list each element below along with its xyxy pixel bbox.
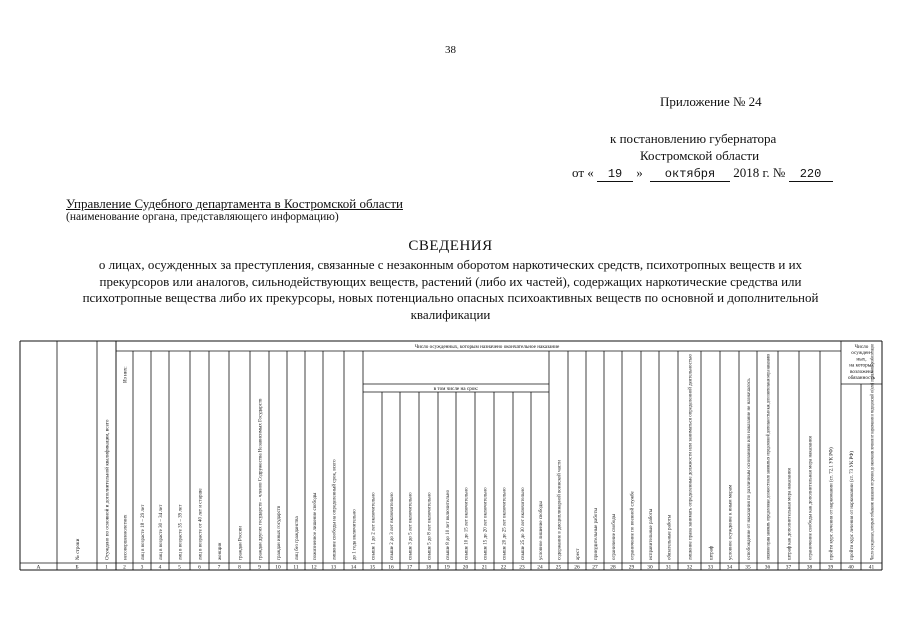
numbering-cell: 12 [311, 564, 317, 571]
column-header-2: несовершеннолетних [123, 514, 129, 560]
numbering-cell: 14 [350, 564, 357, 571]
numbering-cell: 16 [388, 564, 394, 571]
column-header-8: граждан России [238, 526, 244, 560]
date-prefix: от « [572, 165, 594, 180]
column-header-13: лишение свободы на определенный срок, всего [332, 459, 338, 560]
numbering-cell: 20 [462, 564, 469, 571]
date-mid: » [636, 165, 643, 180]
col-total: Осуждено по основной и дополнительной квалификации, всего [104, 419, 111, 560]
decree-day: 19 [597, 167, 633, 182]
document-title: СВЕДЕНИЯ [408, 238, 493, 254]
numbering-cell: 31 [665, 564, 672, 571]
decree-year: 2018 г. № [733, 165, 786, 180]
numbering-cell: 4 [158, 564, 162, 571]
column-header-10: граждан иных государств [276, 505, 282, 560]
column-header-5: лиц в возрасте 35 – 39 лет [178, 504, 184, 560]
numbering-cell: 7 [217, 564, 221, 571]
column-header-23: свыше 25 до 30 лет включительно [520, 487, 526, 560]
numbering-cell: 8 [238, 564, 241, 571]
document-subtitle: о лицах, осужденных за преступления, связанные с незаконным оборотом наркотических средств, психотропных веществ и их прекурсоров или аналогов, сильнодействующих веществ, растений (либо их частей), содержащих наркотические средства или психотропные вещества либо их прекурсоры, новых потенциально опасных психоактивных веществ по основной и дополнительной квалификации [82, 257, 819, 322]
column-header-31: обязательные работы [667, 514, 673, 560]
column-header-27: принудительные работы [593, 508, 599, 560]
numbering-cell: 24 [537, 564, 543, 571]
numbering-cell: 22 [500, 564, 507, 571]
numbering-cell: 35 [745, 564, 751, 571]
numbering-cell: 9 [258, 564, 261, 571]
decree-line-2: Костромской области [640, 148, 760, 163]
column-header-33: штраф [709, 545, 715, 560]
numbering-cell: 17 [406, 564, 413, 571]
column-header-7: женщин [217, 542, 223, 560]
column-header-19: свыше 8 до 10 лет включительно [445, 489, 451, 560]
column-header-24: условное лишение свободы [538, 501, 544, 560]
header-obligation-label: ных, [856, 356, 867, 363]
col-of-them: Из них: [122, 366, 129, 383]
numbering-cell: 15 [369, 564, 376, 571]
column-header-21: свыше 15 до 20 лет включительно [483, 487, 489, 560]
column-header-11: лиц без гражданства [294, 516, 300, 560]
numbering-cell: 32 [686, 564, 693, 571]
column-header-39: пройти курс лечения от наркомании (ст. 72.1 УК РФ) [829, 447, 835, 560]
appendix-title: Приложение № 24 [660, 94, 762, 109]
column-header-20: свыше 10 до 15 лет включительно [464, 487, 470, 560]
numbering-cell: 13 [330, 564, 337, 571]
column-header-15: свыше 1 до 2 лет включительно [371, 492, 377, 560]
decree-number: 220 [789, 167, 833, 182]
column-header-37: штраф как дополнительная мера наказания [787, 468, 793, 560]
column-header-22: свыше 20 до 25 лет включительно [502, 487, 508, 560]
numbering-cell: 10 [275, 564, 281, 571]
numbering-cell: 36 [764, 564, 771, 571]
col-row-number: № строки [74, 538, 81, 560]
column-header-17: свыше 3 до 5 лет включительно [408, 492, 414, 560]
numbering-cell: 5 [178, 564, 181, 571]
header-obligation-label: Число [854, 344, 869, 350]
numbering-cell: 41 [868, 564, 875, 571]
header-obligation-label: осужден- [851, 350, 872, 357]
numbering-cell: 11 [293, 564, 299, 571]
decree-line-1: к постановлению губернатора [610, 131, 777, 146]
numbering-cell: 21 [481, 564, 488, 571]
numbering-cell: 39 [827, 564, 834, 571]
column-header-3: лиц в возрасте 18 – 29 лет [140, 504, 146, 560]
column-header-12: пожизненное лишение свободы [312, 492, 318, 560]
column-header-40: пройти курс лечения от наркомании (ст. 73 УК РФ) [849, 451, 855, 560]
column-header-41: Число осужденных, которым отбывание наказания отсрочено до окончания лечения от наркомании и медицинской и (или) социальной реабилитации [870, 241, 876, 560]
numbering-cell: 30 [647, 564, 653, 571]
column-header-9: граждан других государств – членов Содружества Независимых Государств [258, 398, 264, 560]
numbering-cell: 27 [592, 564, 598, 571]
numbering-cell: 2 [123, 564, 126, 571]
organization-name: Управление Судебного департамента в Костромской области [66, 196, 403, 211]
numbering-cell: А [36, 564, 41, 571]
header-main-label: Число осужденных, которым назначено окончательное наказание [414, 344, 560, 350]
column-header-28: ограничение свободы [611, 513, 617, 560]
numbering-cell: 6 [198, 564, 201, 571]
numbering-cell: Б [75, 564, 79, 571]
column-header-14: до 1 года включительно [352, 509, 358, 560]
column-header-36: лишение права занимать определенные должности или заниматься определенной деятельностью как дополнительная мера наказания [766, 275, 772, 560]
numbering-cell: 25 [555, 564, 562, 571]
column-header-32: лишение права занимать определенные должности или заниматься определенной деятельностью [688, 353, 694, 560]
numbering-cell: 3 [140, 564, 144, 571]
header-obligation-label: возложена [849, 368, 874, 375]
header-obligation-label: на которых [849, 362, 874, 369]
numbering-cell: 23 [519, 564, 525, 571]
numbering-cell: 38 [806, 564, 813, 571]
numbering-cell: 26 [574, 564, 580, 571]
numbering-cell: 37 [785, 564, 792, 571]
header-term-label: в том числе на срок: [433, 386, 479, 392]
column-header-30: исправительные работы [648, 508, 654, 560]
column-header-4: лиц в возрасте 30 – 34 лет [158, 504, 164, 560]
column-header-18: свыше 5 до 8 лет включительно [427, 492, 433, 560]
column-header-38: ограничение свободы как дополнительная мера наказания [808, 436, 814, 560]
page-number: 38 [445, 44, 456, 56]
column-header-6: лиц в возрасте от 40 лет и старше [198, 488, 204, 560]
numbering-cell: 19 [444, 564, 450, 571]
numbering-cell: 29 [628, 564, 635, 571]
column-header-34: условное осуждение к иным мерам [728, 484, 734, 560]
column-header-29: ограничение по военной службе [630, 491, 636, 560]
decree-month: октября [650, 167, 730, 182]
numbering-cell: 33 [707, 564, 714, 571]
numbering-cell: 1 [105, 564, 108, 571]
column-header-35: освобождение от наказания по различным основаниям или наказание не назначалось [746, 378, 752, 560]
numbering-cell: 28 [610, 564, 616, 571]
numbering-cell: 18 [425, 564, 432, 571]
column-header-26: арест [575, 548, 581, 560]
header-obligation-label: обязанность [847, 375, 876, 381]
column-header-25: содержание в дисциплинарной воинской части [557, 460, 563, 560]
column-header-16: свыше 2 до 3 лет включительно [389, 492, 395, 560]
organization-note: (наименование органа, представляющего информацию) [66, 211, 339, 223]
numbering-cell: 34 [726, 564, 733, 571]
numbering-cell: 40 [848, 564, 854, 571]
